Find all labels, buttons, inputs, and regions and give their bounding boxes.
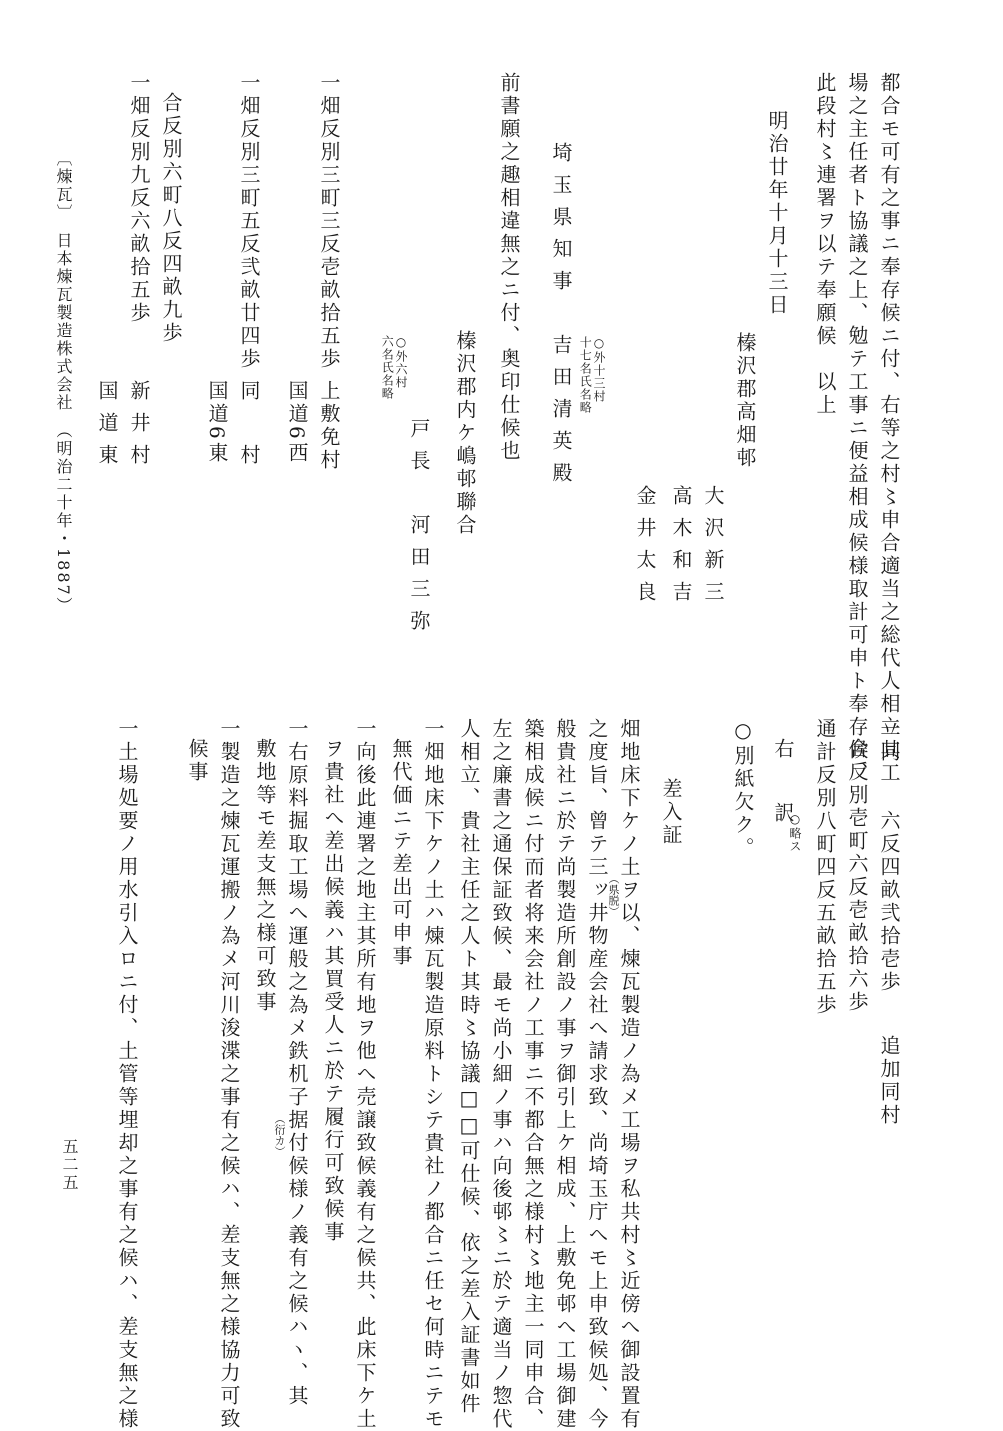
deed-line-5: 左之廉書之通保証致候、最モ尚小細ノ事ハ向後邨〻ニ於テ適当ノ惣代 <box>489 718 513 1431</box>
body-line-2: 場之主任者ト協議之上、勉テ工事ニ便益相成候様取計可申ト奉存候、 <box>845 72 869 785</box>
attachment-missing-note: ○別紙欠ク。 <box>731 718 755 860</box>
date: 明治廿年十月十三日 <box>765 110 789 317</box>
body-line-3: 此段村〻連署ヲ以テ奉願候 以上 <box>813 72 837 417</box>
clause-3-line-2: 敷地等モ差支無之様可致事 <box>253 738 277 1014</box>
land-subtotal: 合反別六町八反四畝九歩 <box>159 92 183 345</box>
villages-omitted-note: ○外六村 六名氏名略 <box>380 335 408 400</box>
land-item-3: 一畑反別九反六畝拾五歩 <box>127 72 151 325</box>
land-item-2: 一畑反別三町五反弐畝廿四歩 <box>237 72 261 371</box>
land-item-3-place: 新井村 <box>127 380 151 476</box>
clause-4-line-2: 候事 <box>185 738 209 784</box>
list-line-1: 一同 六反四畝弐拾壱歩 <box>877 718 901 994</box>
village-name: 榛沢郡高畑邨 <box>733 332 757 470</box>
land-item-1-place-b: 国道6西 <box>285 380 309 465</box>
clause-1-line-1: 一畑地床下ケノ土ハ煉瓦製造原料トシテ貴社ノ都合ニ任セ何時ニテモ <box>421 718 445 1431</box>
union-name: 榛沢郡内ケ嶋邨聯合 <box>453 330 477 537</box>
deed-line-6: 人相立、貴社主任之人ト其時〻協議□□可仕候、依之差入証書如件 <box>457 718 481 1416</box>
signer-1: 大沢新三 <box>701 485 725 613</box>
body-line-1: 都合モ可有之事ニ奉存候ニ付、右等之村〻申合適当之総代人相立其工 <box>877 72 901 785</box>
village-chief: 戸長 河田三弥 <box>407 418 431 642</box>
signers-omitted-note: ○外十三村 十七名氏名略 <box>578 336 606 414</box>
list-line-3: 通計反別八町四反五畝拾五歩 <box>813 718 837 1017</box>
land-item-1: 一畑反別三町三反壱畝拾五歩 <box>317 72 341 371</box>
deed-line-2: 之度旨、曾テ三ッ井物産会社へ請求致、尚埼玉庁へモ上申致候処、今 <box>585 718 609 1431</box>
annotation-gyoka: （衍カ） <box>273 1113 286 1157</box>
clause-1-line-2: 無代価ニテ差出可申事 <box>389 738 413 968</box>
land-item-1-place: 上敷免村 <box>317 380 341 472</box>
clause-2-line-1: 一向後此連署之地主其所有地ヲ他へ売譲致候義有之候共、此床下ケ土 <box>353 718 377 1431</box>
land-item-2-place: 同 村 <box>237 380 261 476</box>
page-number: 五二五 <box>60 1138 79 1192</box>
list-line-1-addendum: 追加同村 <box>877 1035 901 1127</box>
clause-2-line-2: ヲ貴社へ差出候義ハ其買受人ニ於テ履行可致候事 <box>321 738 345 1244</box>
addressee: 埼玉県知事 吉田清英殿 <box>549 142 573 494</box>
deed-line-3: 般貴社ニ於テ尚製造所創設ノ事ヲ御引上ケ相成、上敷免邨へ工場御建 <box>553 718 577 1431</box>
breakdown-label: 右 訳 <box>771 738 795 834</box>
signer-3: 金井太良 <box>633 485 657 613</box>
land-item-2-place-b: 国道6東 <box>205 380 229 465</box>
signer-2: 高木和吉 <box>669 485 693 613</box>
deed-line-4: 築相成候ニ付而者将来会社ノ工事ニ不都合無之様村〻地主一同申合、 <box>521 718 545 1431</box>
breakdown-omitted-note: ○略ス <box>788 812 802 853</box>
running-header: 〔煉瓦〕 日本煉瓦製造株式会社 （明治二十年・1887） <box>54 150 73 615</box>
land-item-3-place-b: 国道東 <box>95 380 119 476</box>
section-title: 差入証 <box>659 778 683 847</box>
deed-line-1: 畑地床下ケノ土ヲ以、煉瓦製造ノ為メ工場ヲ私共村〻近傍へ御設置有 <box>617 718 641 1431</box>
clause-4-line-1: 一製造之煉瓦運搬ノ為メ河川浚渫之事有之候ハ、差支無之様協力可致 <box>217 718 241 1431</box>
annotation-kendatsu: （県脱） <box>607 873 620 917</box>
clause-3-line-1: 一右原料掘取工場へ運般之為メ鉄机子据付候様ノ義有之候ハヽ、其 <box>285 718 309 1408</box>
clause-5-line-1: 一土場処要ノ用水引入ロニ付、土管等埋却之事有之候ハ、差支無之様 <box>115 718 139 1431</box>
list-line-2: 合反別壱町六反壱畝拾六歩 <box>845 738 869 1014</box>
endorsement: 前書願之趣相違無之ニ付、奥印仕候也 <box>497 72 521 463</box>
